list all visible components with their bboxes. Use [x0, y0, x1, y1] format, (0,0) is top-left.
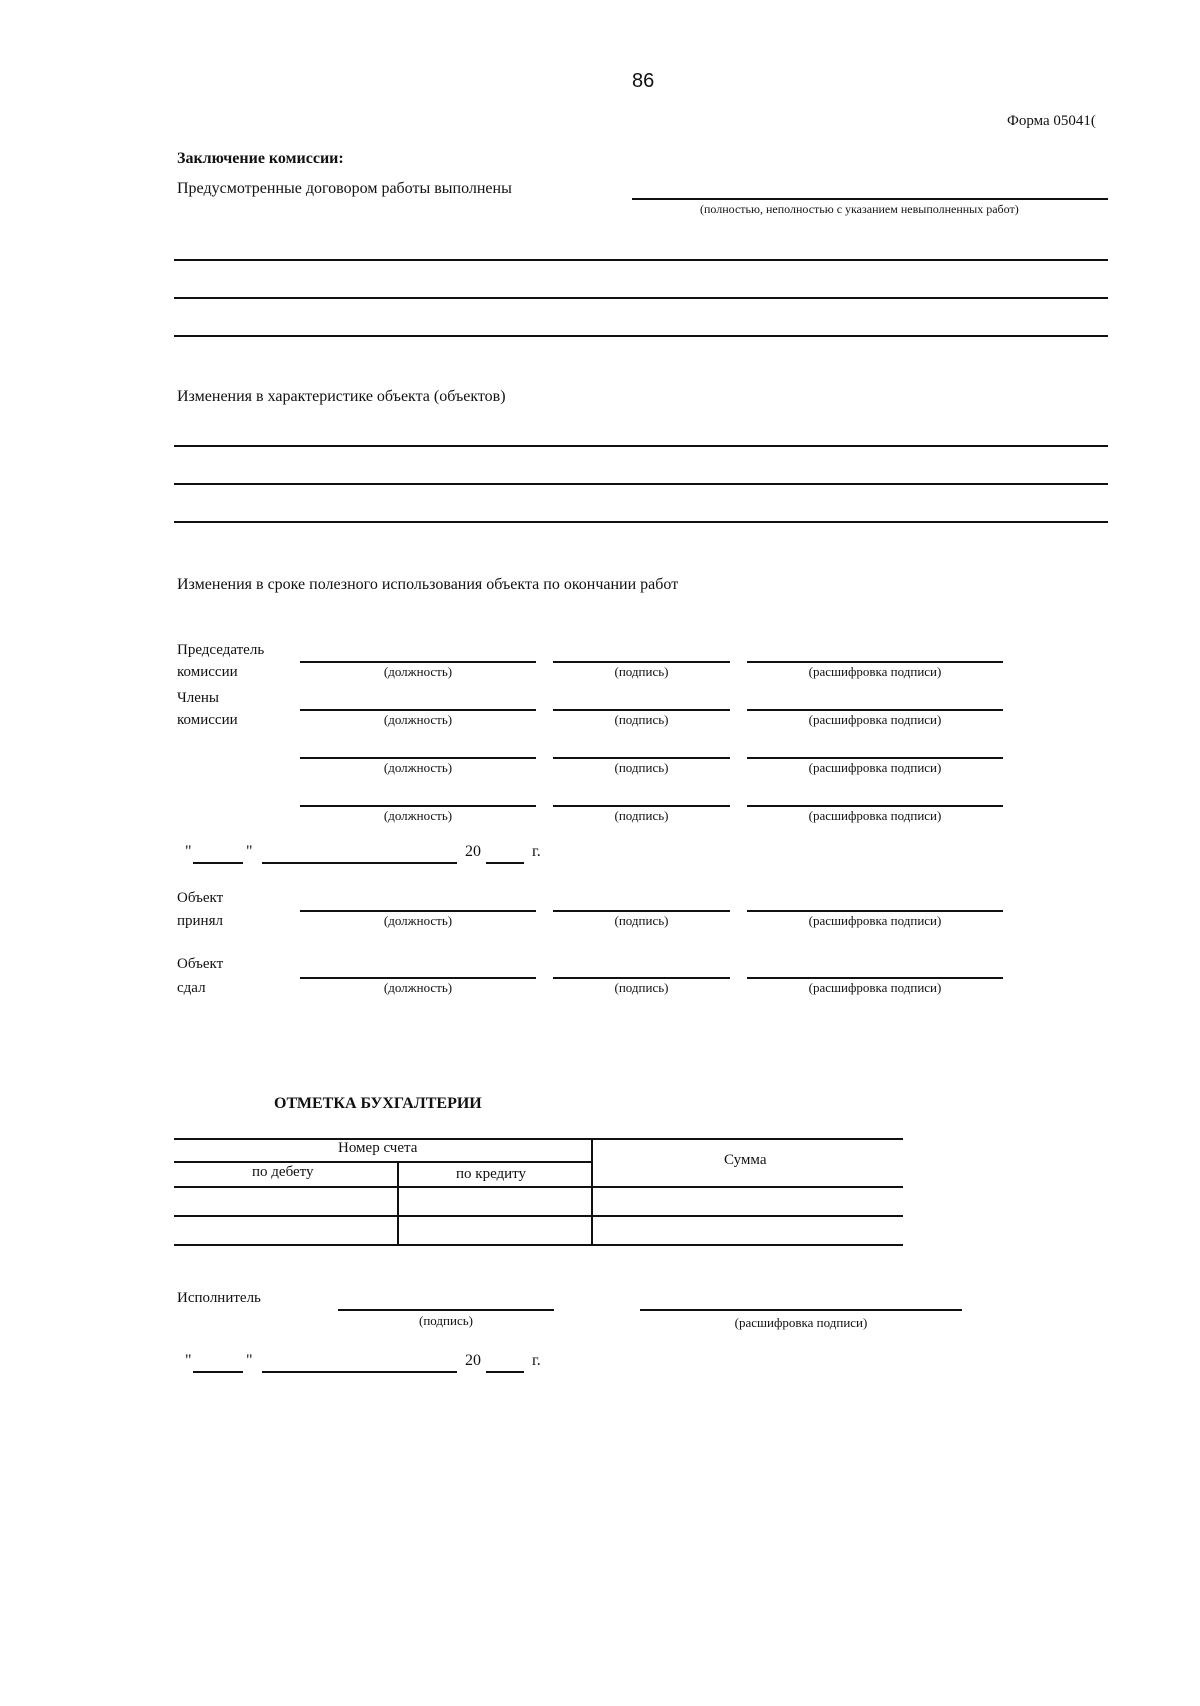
member3-decoding-caption: (расшифровка подписи) — [808, 808, 942, 823]
useful-life-label: Изменения в сроке полезного использования объекта по окончании работ — [177, 576, 679, 593]
member2-position-line[interactable] — [300, 757, 536, 759]
executor-decoding-caption: (расшифровка подписи) — [734, 1315, 868, 1330]
conclusion-title: Заключение комиссии: — [177, 150, 344, 167]
date1-quote-close: " — [246, 843, 253, 860]
chairman-position-line[interactable] — [300, 661, 536, 663]
works-detail-line-2[interactable] — [174, 297, 1108, 299]
member1-position-caption: (должность) — [383, 712, 453, 727]
accepted-label-1: Объект — [177, 890, 224, 906]
members-label-2: комиссии — [177, 712, 238, 728]
member2-decoding-caption: (расшифровка подписи) — [808, 760, 942, 775]
accepted-position-line[interactable] — [300, 910, 536, 912]
executor-signature-line[interactable] — [338, 1309, 554, 1311]
accepted-position-caption: (должность) — [383, 913, 453, 928]
characteristics-label: Изменения в характеристике объекта (объектов) — [177, 388, 506, 405]
table-top-border — [174, 1138, 903, 1140]
characteristics-line-1[interactable] — [174, 445, 1108, 447]
member3-decoding-line[interactable] — [747, 805, 1003, 807]
date1-year-line[interactable] — [486, 862, 524, 864]
table-debit-credit-divider — [397, 1162, 399, 1246]
date2-year-prefix: 20 — [465, 1352, 481, 1369]
accepted-signature-caption: (подпись) — [614, 913, 669, 928]
date2-month-line[interactable] — [262, 1371, 457, 1373]
table-header-bottom-border — [174, 1186, 903, 1188]
table-amount-divider — [591, 1138, 593, 1246]
chairman-label-2: комиссии — [177, 664, 238, 680]
chairman-decoding-line[interactable] — [747, 661, 1003, 663]
members-label-1: Члены — [177, 690, 219, 706]
account-number-header: Номер счета — [338, 1140, 418, 1156]
table-row1-bottom-border — [174, 1215, 903, 1217]
page-number: 86 — [632, 70, 655, 92]
table-bottom-border — [174, 1244, 903, 1246]
date2-year-line[interactable] — [486, 1371, 524, 1373]
member1-signature-line[interactable] — [553, 709, 730, 711]
member1-signature-caption: (подпись) — [614, 712, 669, 727]
date1-month-line[interactable] — [262, 862, 457, 864]
member2-decoding-line[interactable] — [747, 757, 1003, 759]
amount-header: Сумма — [724, 1152, 767, 1168]
accepted-label-2: принял — [177, 913, 223, 929]
works-detail-line-3[interactable] — [174, 335, 1108, 337]
executor-decoding-line[interactable] — [640, 1309, 962, 1311]
member3-position-caption: (должность) — [383, 808, 453, 823]
works-detail-line-1[interactable] — [174, 259, 1108, 261]
accepted-signature-line[interactable] — [553, 910, 730, 912]
member1-decoding-caption: (расшифровка подписи) — [808, 712, 942, 727]
works-label: Предусмотренные договором работы выполнены — [177, 180, 512, 197]
executor-signature-caption: (подпись) — [419, 1313, 473, 1328]
table-subheader-border — [174, 1161, 592, 1163]
member3-signature-line[interactable] — [553, 805, 730, 807]
date1-quote-open: " — [185, 843, 192, 860]
handed-decoding-line[interactable] — [747, 977, 1003, 979]
member2-signature-caption: (подпись) — [614, 760, 669, 775]
accepted-decoding-line[interactable] — [747, 910, 1003, 912]
handed-position-line[interactable] — [300, 977, 536, 979]
member2-signature-line[interactable] — [553, 757, 730, 759]
date1-year-suffix: г. — [532, 843, 541, 860]
date2-day-line[interactable] — [193, 1371, 243, 1373]
handed-position-caption: (должность) — [383, 980, 453, 995]
credit-header: по кредиту — [456, 1166, 527, 1182]
chairman-decoding-caption: (расшифровка подписи) — [808, 664, 942, 679]
handed-signature-caption: (подпись) — [614, 980, 669, 995]
chairman-signature-caption: (подпись) — [614, 664, 669, 679]
date2-quote-open: " — [185, 1352, 192, 1369]
handed-label-2: сдал — [177, 980, 206, 996]
characteristics-line-3[interactable] — [174, 521, 1108, 523]
chairman-label-1: Председатель — [177, 642, 265, 658]
accounting-title: ОТМЕТКА БУХГАЛТЕРИИ — [274, 1095, 482, 1112]
date2-quote-close: " — [246, 1352, 253, 1369]
member1-decoding-line[interactable] — [747, 709, 1003, 711]
chairman-position-caption: (должность) — [383, 664, 453, 679]
handed-label-1: Объект — [177, 956, 224, 972]
characteristics-line-2[interactable] — [174, 483, 1108, 485]
date1-year-prefix: 20 — [465, 843, 481, 860]
accepted-decoding-caption: (расшифровка подписи) — [808, 913, 942, 928]
works-hint: (полностью, неполностью с указанием невыполненных работ) — [700, 202, 1019, 216]
member3-signature-caption: (подпись) — [614, 808, 669, 823]
works-status-line[interactable] — [632, 198, 1108, 200]
executor-label: Исполнитель — [177, 1290, 261, 1306]
handed-signature-line[interactable] — [553, 977, 730, 979]
debit-header: по дебету — [252, 1164, 314, 1180]
handed-decoding-caption: (расшифровка подписи) — [808, 980, 942, 995]
date2-year-suffix: г. — [532, 1352, 541, 1369]
member2-position-caption: (должность) — [383, 760, 453, 775]
form-code: Форма 05041( — [1007, 113, 1096, 129]
member3-position-line[interactable] — [300, 805, 536, 807]
member1-position-line[interactable] — [300, 709, 536, 711]
date1-day-line[interactable] — [193, 862, 243, 864]
chairman-signature-line[interactable] — [553, 661, 730, 663]
